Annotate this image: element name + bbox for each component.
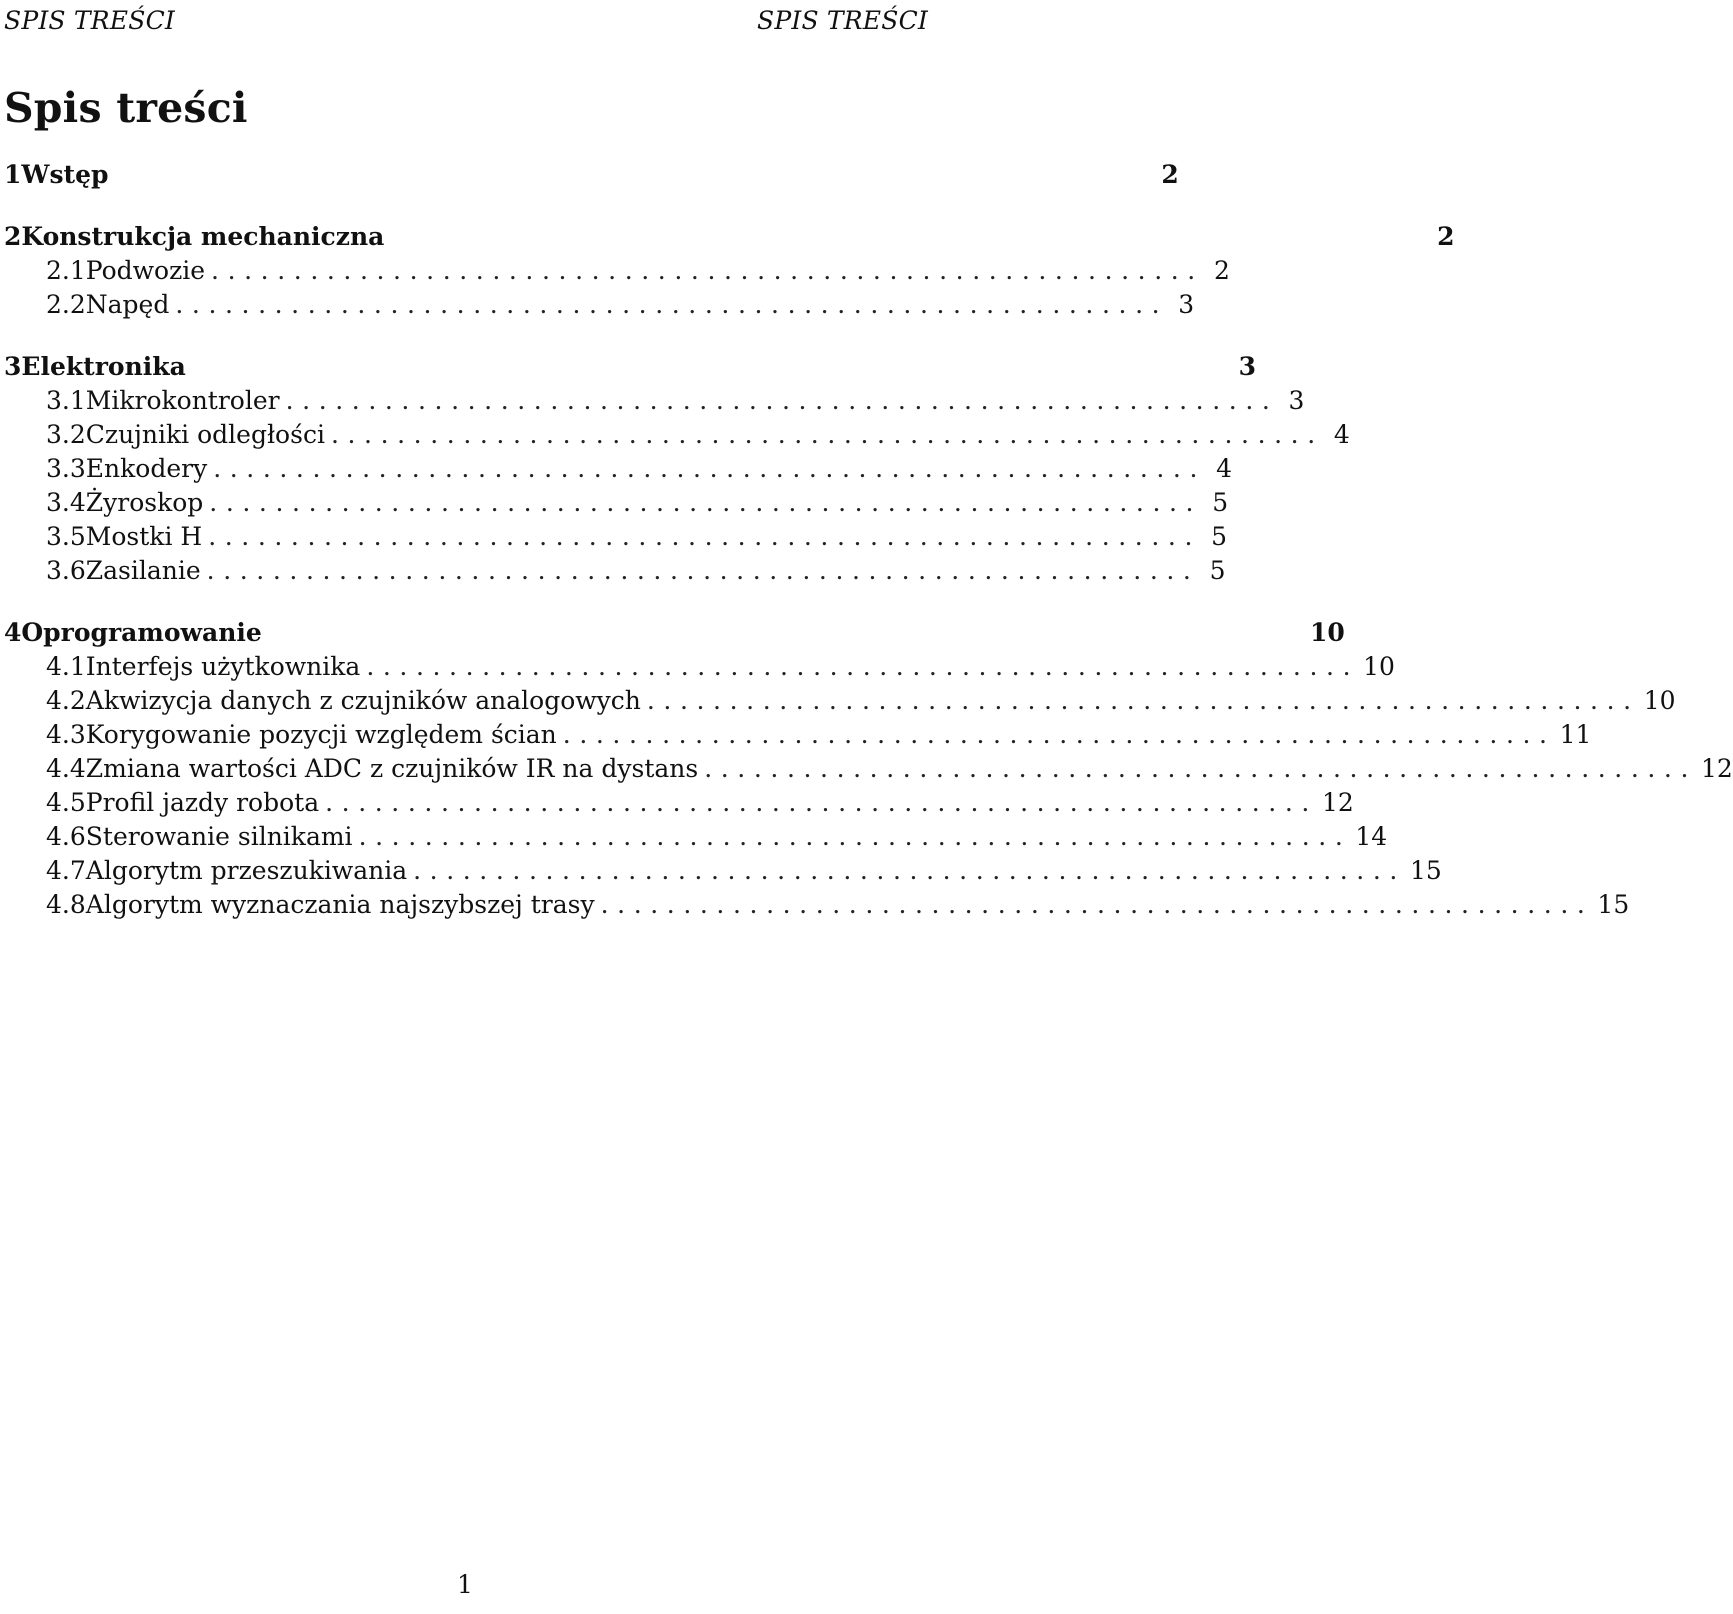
toc-subsection-entry[interactable] <box>4 256 1230 285</box>
toc-entry-title: Akwizycja danych z czujników analogowych <box>85 686 641 715</box>
toc-entry-page: 12 <box>1321 788 1354 817</box>
toc-entry-page: 11 <box>1559 720 1592 749</box>
toc-entry-number: 3.2 <box>46 420 86 449</box>
toc-section-entry[interactable] <box>4 352 1256 381</box>
toc-section-entry[interactable] <box>4 618 1345 647</box>
toc-entry-title: Mostki H <box>85 522 203 551</box>
toc-subsection-entry[interactable] <box>4 788 1354 817</box>
toc-dot-leader: ............................................................ <box>208 522 1201 551</box>
toc-entry-number: 2.1 <box>46 256 86 285</box>
toc-entry-number: 3.4 <box>46 488 86 517</box>
toc-subsection-entry[interactable] <box>4 720 1592 749</box>
toc-section-entry[interactable] <box>4 160 1179 189</box>
toc-entry-title: Napęd <box>85 290 170 319</box>
toc-entry-number: 4.1 <box>46 652 86 681</box>
toc-dot-leader: ............................................................ <box>325 788 1318 817</box>
toc-entry-title: Profil jazdy robota <box>85 788 320 817</box>
toc-entry-title: Interfejs użytkownika <box>85 652 361 681</box>
toc-entry-page: 4 <box>1333 420 1350 449</box>
toc-entry-number: 4.4 <box>46 754 86 783</box>
toc-entry-number: 4.8 <box>46 890 86 919</box>
toc-subsection-entry[interactable] <box>4 890 1630 919</box>
page-title: Spis treści <box>4 84 248 132</box>
toc-dot-leader: ............................................................ <box>413 856 1406 885</box>
toc-subsection-entry[interactable] <box>4 686 1676 715</box>
toc-subsection-entry[interactable] <box>4 522 1227 551</box>
toc-dot-leader: ............................................................ <box>330 420 1324 449</box>
toc-entry-page: 10 <box>1363 652 1395 681</box>
running-header-right: SPIS TREŚCI <box>757 6 928 35</box>
toc-dot-leader: ............................................................ <box>213 454 1207 483</box>
toc-subsection-entry[interactable] <box>4 652 1395 681</box>
toc-entry-page: 2 <box>1213 256 1230 285</box>
toc-entry-page: 3 <box>1178 290 1195 319</box>
toc-entry-number: 3.3 <box>46 454 86 483</box>
toc-entry-page: 4 <box>1216 454 1233 483</box>
toc-dot-leader: ............................................................ <box>562 720 1556 749</box>
toc-dot-leader: ............................................................ <box>366 652 1360 681</box>
toc-subsection-entry[interactable] <box>4 290 1195 319</box>
toc-entry-title: Algorytm wyznaczania najszybszej trasy <box>85 890 595 919</box>
toc-entry-title: Podwozie <box>85 256 206 285</box>
toc-dot-leader: ............................................................ <box>175 290 1169 319</box>
toc-dot-leader: ............................................................ <box>358 822 1352 851</box>
toc-entry-title: Elektronika <box>21 352 186 381</box>
toc-dot-leader: ............................................................ <box>704 754 1698 783</box>
toc-entry-title: Czujniki odległości <box>85 420 325 449</box>
toc-entry-title: Mikrokontroler <box>85 386 280 415</box>
toc-subsection-entry[interactable] <box>4 488 1229 517</box>
toc-entry-title: Enkodery <box>85 454 208 483</box>
toc-entry-number: 2.2 <box>46 290 86 319</box>
toc-dot-leader: ............................................................ <box>211 256 1204 285</box>
toc-entry-page: 2 <box>1161 160 1179 189</box>
toc-dot-leader: ............................................................ <box>600 890 1594 919</box>
toc-entry-title: Algorytm przeszukiwania <box>85 856 408 885</box>
toc-entry-page: 15 <box>1409 856 1442 885</box>
toc-subsection-entry[interactable] <box>4 420 1350 449</box>
toc-entry-page: 12 <box>1701 754 1733 783</box>
toc-entry-number: 3.6 <box>46 556 86 585</box>
toc-entry-page: 5 <box>1212 488 1229 517</box>
toc-entry-number: 4.6 <box>46 822 86 851</box>
toc-entry-page: 5 <box>1211 522 1227 551</box>
toc-entry-number: 4.2 <box>46 686 86 715</box>
toc-entry-title: Zasilanie <box>85 556 201 585</box>
toc-entry-page: 10 <box>1643 686 1676 715</box>
toc-entry-title: Wstęp <box>21 160 109 189</box>
toc-entry-number: 1 <box>4 160 22 189</box>
toc-entry-title: Oprogramowanie <box>21 618 262 647</box>
toc-entry-page: 3 <box>1238 352 1256 381</box>
toc-entry-number: 4.3 <box>46 720 86 749</box>
toc-entry-number: 4 <box>4 618 22 647</box>
toc-subsection-entry[interactable] <box>4 386 1305 415</box>
page-number: 1 <box>457 1570 473 1599</box>
toc-entry-title: Korygowanie pozycji względem ścian <box>85 720 557 749</box>
toc-subsection-entry[interactable] <box>4 454 1233 483</box>
toc-dot-leader: ............................................................ <box>646 686 1640 715</box>
toc-entry-title: Konstrukcja mechaniczna <box>21 222 385 251</box>
toc-dot-leader: ............................................................ <box>209 488 1203 517</box>
toc-subsection-entry[interactable] <box>4 754 1733 783</box>
toc-subsection-entry[interactable] <box>4 556 1226 585</box>
toc-entry-number: 4.7 <box>46 856 86 885</box>
toc-dot-leader: ............................................................ <box>206 556 1200 585</box>
toc-entry-title: Zmiana wartości ADC z czujników IR na dystans <box>85 754 699 783</box>
toc-entry-title: Sterowanie silnikami <box>85 822 353 851</box>
toc-entry-page: 3 <box>1288 386 1305 415</box>
toc-entry-title: Żyroskop <box>85 488 204 517</box>
toc-entry-page: 5 <box>1209 556 1226 585</box>
toc-entry-number: 4.5 <box>46 788 86 817</box>
toc-entry-page: 14 <box>1355 822 1388 851</box>
toc-section-entry[interactable] <box>4 222 1455 251</box>
toc-entry-page: 10 <box>1310 618 1345 647</box>
toc-entry-page: 2 <box>1437 222 1455 251</box>
toc-entry-number: 3 <box>4 352 22 381</box>
toc-entry-number: 3.5 <box>46 522 86 551</box>
toc-entry-number: 3.1 <box>46 386 86 415</box>
running-header-left: SPIS TREŚCI <box>4 6 175 35</box>
toc-dot-leader: ............................................................ <box>285 386 1279 415</box>
toc-subsection-entry[interactable] <box>4 856 1442 885</box>
toc-entry-number: 2 <box>4 222 22 251</box>
toc-subsection-entry[interactable] <box>4 822 1388 851</box>
toc-entry-page: 15 <box>1597 890 1630 919</box>
